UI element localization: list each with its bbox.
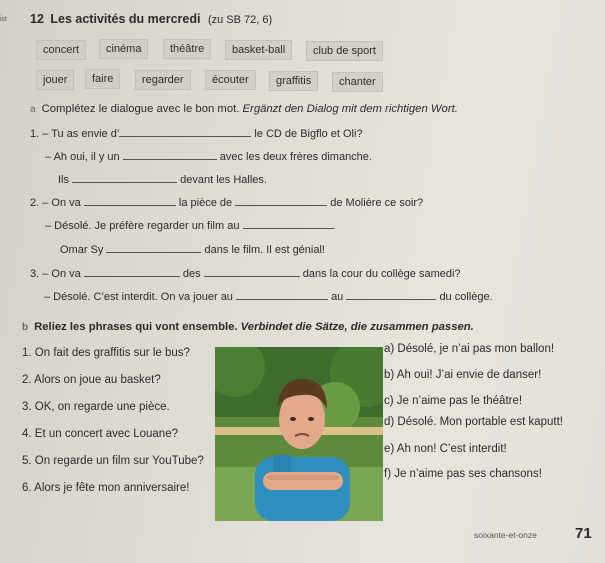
exercise-reference: (zu SB 72, 6): [207, 14, 273, 26]
exercise-number: 12: [30, 12, 44, 26]
right-sentence-c: c) Je n’aime pas le théâtre!: [384, 395, 523, 407]
boy-photo: [215, 347, 383, 521]
part-a-instruction: [30, 103, 458, 115]
word-chip: concert: [36, 40, 86, 60]
part-b-letter: b: [22, 322, 29, 333]
word-chip: graffitis: [269, 71, 318, 91]
word-chip: club de sport: [306, 41, 383, 61]
dialogue-line-8: – Désolé. C’est interdit. On va jouer au au du collège.: [44, 291, 493, 303]
answer-blank[interactable]: [236, 289, 328, 300]
word-chip: faire: [85, 69, 120, 89]
word-chip: théâtre: [163, 39, 211, 59]
left-sentence-2: 2. Alors on joue au basket?: [22, 374, 161, 386]
dialogue-line-4: 2. – On va la pièce de de Molière ce soir?: [30, 197, 424, 209]
answer-blank[interactable]: [72, 172, 177, 183]
answer-blank[interactable]: [235, 195, 327, 206]
dialogue-line-7: 3. – On va des dans la cour du collège samedi?: [30, 268, 461, 280]
exercise-name: Les activités du mercredi: [50, 12, 201, 26]
word-chip: regarder: [135, 70, 191, 90]
exercise-title: [30, 12, 272, 26]
dialogue-line-5: – Désolé. Je préfère regarder un film au .: [45, 220, 336, 232]
answer-blank[interactable]: [123, 149, 217, 160]
left-sentence-3: 3. OK, on regarde une pièce.: [22, 401, 170, 413]
part-b-instruction-de: Verbindet die Sätze, die zusammen passen.: [240, 321, 474, 333]
answer-blank[interactable]: [243, 218, 333, 229]
dialogue-line-2: – Ah oui, il y un avec les deux frères dimanche.: [45, 151, 372, 163]
page-number: 71: [575, 525, 592, 542]
part-b-instruction-fr: Reliez les phrases qui vont ensemble.: [34, 321, 238, 333]
page-number-words: soixante-et-onze: [474, 530, 537, 540]
right-sentence-a: a) Désolé, je n’ai pas mon ballon!: [384, 343, 555, 355]
dialogue-line-1: 1. – Tu as envie d’ le CD de Bigflo et Oli?: [30, 128, 363, 140]
word-chip: écouter: [205, 70, 256, 90]
answer-blank[interactable]: [84, 195, 176, 206]
left-sentence-4: 4. Et un concert avec Louane?: [22, 428, 178, 440]
word-chip: chanter: [332, 72, 383, 92]
answer-blank[interactable]: [346, 289, 436, 300]
page-edge-mark: ist: [0, 16, 7, 23]
word-chip: basket-ball: [225, 40, 292, 60]
word-chip: jouer: [36, 70, 74, 90]
right-sentence-d: d) Désolé. Mon portable est kaputt!: [384, 416, 563, 428]
right-sentence-e: e) Ah non! C’est interdit!: [384, 443, 507, 455]
word-chip: cinéma: [99, 39, 148, 59]
answer-blank[interactable]: [204, 266, 300, 277]
part-b-instruction: [22, 321, 474, 333]
left-sentence-5: 5. On regarde un film sur YouTube?: [22, 455, 204, 467]
part-a-instruction-fr: Complétez le dialogue avec le bon mot.: [41, 103, 240, 115]
dialogue-line-6: Omar Sy dans le film. Il est génial!: [60, 244, 325, 256]
left-sentence-1: 1. On fait des graffitis sur le bus?: [22, 347, 190, 359]
right-sentence-f: f) Je n’aime pas ses chansons!: [384, 468, 542, 480]
answer-blank[interactable]: [106, 242, 201, 253]
right-sentence-b: b) Ah oui! J’ai envie de danser!: [384, 369, 542, 381]
left-sentence-6: 6. Alors je fête mon anniversaire!: [22, 482, 190, 494]
answer-blank[interactable]: [84, 266, 180, 277]
dialogue-line-3: Ils devant les Halles.: [58, 174, 267, 186]
part-a-instruction-de: Ergänzt den Dialog mit dem richtigen Wort.: [242, 103, 458, 115]
answer-blank[interactable]: [119, 126, 251, 137]
part-a-letter: a: [30, 104, 36, 115]
